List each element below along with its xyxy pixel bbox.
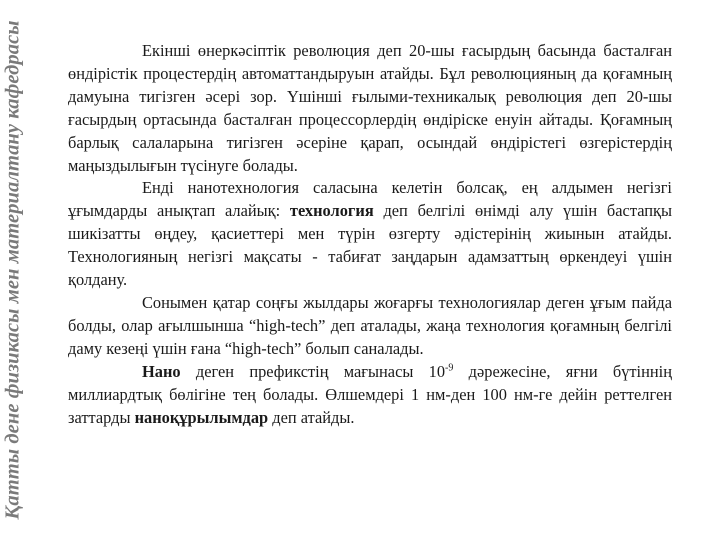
paragraph-high-tech: Сонымен қатар соңғы жылдары жоғарғы технологиялар деген ұғым пайда болды, олар ағылшынша “high-tech” деп аталады, жаңа технология қоғамның белгілі даму кезеңі үшін ғана “high-tech” болып саналады. bbox=[68, 292, 672, 358]
text-span: деп белгілі өнімді алу үшін бастапқы шикізатты өңдеу, қасиеттері мен түрін өзгерту әдістерінің жиынын атайды. Технологияның негізгі мақсаты - табиғат заңдарын адамзаттың өркендеуі үшін қолдану. bbox=[68, 201, 672, 290]
department-title: Қатты дене физикасы мен материалтану кафедрасы bbox=[1, 20, 24, 520]
text-span: деген префикстің мағынасы 10 bbox=[180, 361, 446, 381]
paragraph-technology-definition bbox=[68, 177, 672, 292]
document-body bbox=[68, 40, 672, 429]
text-span: дәрежесіне, яғни бүтіннің миллиардтық бөлігіне тең болады. Өлшемдері 1 нм-ден 100 нм-ге дейін реттелген заттарды bbox=[68, 361, 672, 427]
exponent: -9 bbox=[445, 362, 454, 374]
text-span: Енді нанотехнология саласына келетін болсақ, ең алдымен негізгі ұғымдарды анықтап алайық: bbox=[68, 178, 672, 221]
vertical-department-banner bbox=[0, 0, 28, 540]
text-span: деп атайды. bbox=[268, 407, 355, 427]
term-technology: технология bbox=[289, 201, 374, 221]
term-nano: Нано bbox=[142, 361, 181, 381]
term-nanostructures: наноқұрылымдар bbox=[134, 407, 269, 427]
paragraph-industrial-revolutions: Екінші өнеркәсіптік революция деп 20-шы ғасырдың басында басталған өндірістік процестердің автоматтандыруын атайды. Бұл революцияның да қоғамның дамуына тигізген әсері зор. Үшінші ғылыми-техникалық революция деп 20-шы ғасырдың ортасында басталған процессорлердің өндіріске енуін айтады. Қоғамның барлық салаларына тигізген әсеріне қарап, осындай өндірістегі өзгерістердің маңыздылығын түсінуге болады. bbox=[68, 41, 672, 175]
paragraph-nano-definition bbox=[68, 361, 672, 430]
